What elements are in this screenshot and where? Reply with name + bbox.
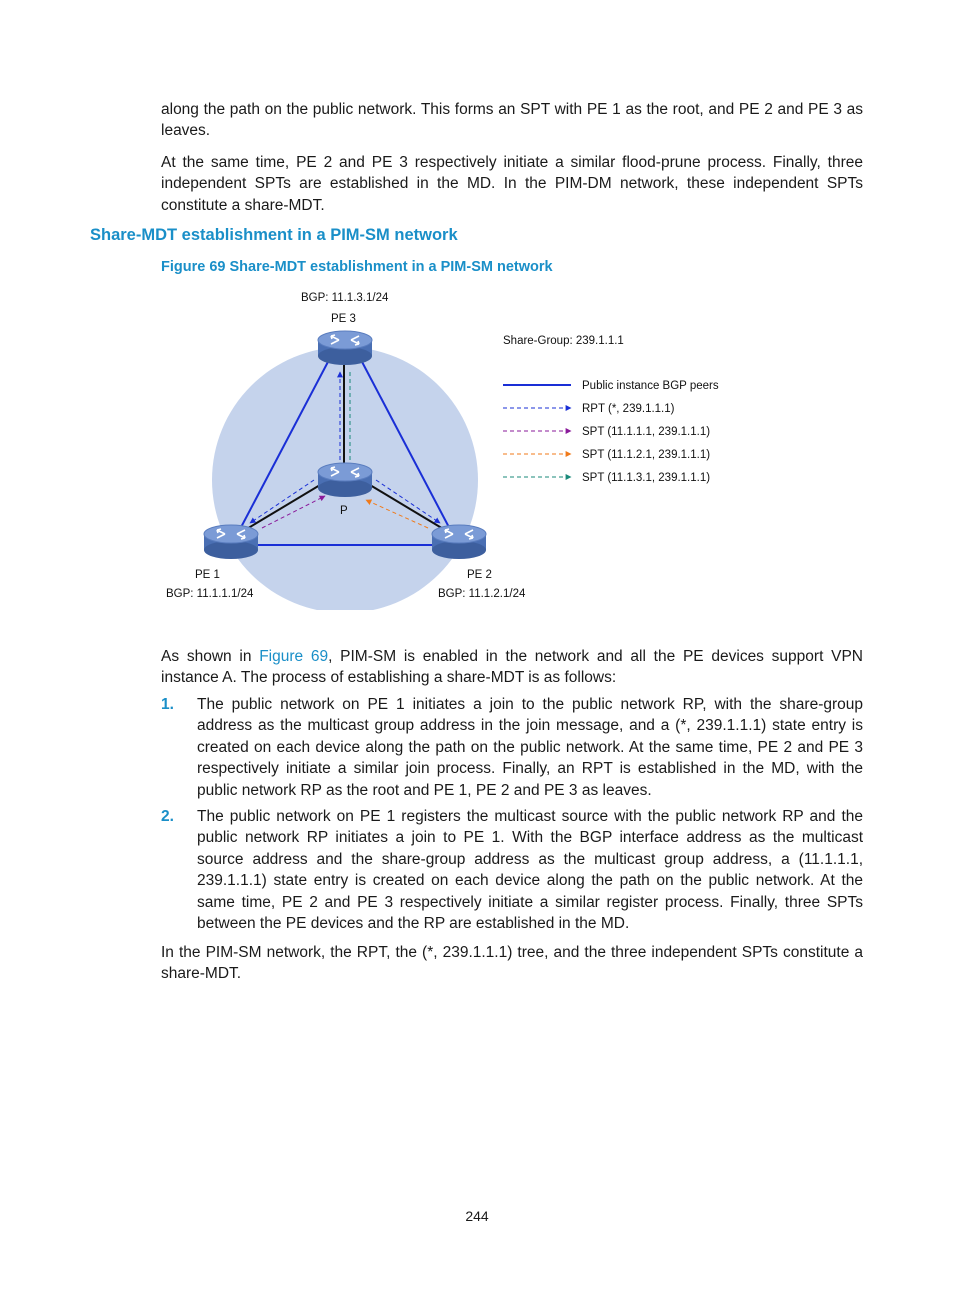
legend-label-rpt: RPT (*, 239.1.1.1) — [582, 403, 675, 415]
paragraph-flood-prune: At the same time, PE 2 and PE 3 respectively initiate a similar flood-prune process. Finally, three independent SPTs are established in the MD. In the PIM-DM network, these independent SPTs constitute a share-MDT. — [161, 154, 863, 214]
figure-69-link[interactable]: Figure 69 — [259, 648, 329, 665]
closing-paragraph: In the PIM-SM network, the RPT, the (*, 239.1.1.1) tree, and the three independent SPTs constitute a share-MDT. — [161, 944, 863, 983]
legend-label-spt2: SPT (11.1.2.1, 239.1.1.1) — [582, 449, 711, 461]
router-pe3-icon — [318, 331, 372, 365]
pe2-bgp-label: BGP: 11.1.2.1/24 — [438, 588, 526, 600]
intro-paragraph — [161, 646, 863, 689]
legend-label-bgp: Public instance BGP peers — [582, 380, 719, 392]
step-text: The public network on PE 1 initiates a join to the public network RP, with the share-group address as the multicast group address in the join message, and a (*, 239.1.1.1) state entry is created on each device along the path on the public network. At the same time, PE 2 and PE 3 respectively initiate a similar join process. Finally, an RPT is established in the MD, with the public network RP as the root and PE 1, PE 2 and PE 3 as leaves. — [197, 696, 863, 799]
step-number: 1. — [161, 696, 174, 713]
router-pe2-icon — [432, 525, 486, 559]
figure-caption: Figure 69 Share-MDT establishment in a PIM-SM network — [161, 259, 553, 275]
p-label: P — [340, 505, 348, 517]
section-heading: Share-MDT establishment in a PIM-SM network — [90, 226, 458, 244]
share-mdt-diagram — [150, 280, 790, 610]
pe3-bgp-label: BGP: 11.1.3.1/24 — [301, 292, 389, 304]
pe2-label: PE 2 — [467, 569, 492, 581]
legend-label-spt3: SPT (11.1.3.1, 239.1.1.1) — [582, 472, 711, 484]
pe1-label: PE 1 — [195, 569, 220, 581]
pe1-bgp-label: BGP: 11.1.1.1/24 — [166, 588, 254, 600]
step-number: 2. — [161, 808, 174, 825]
intro-before: As shown in — [161, 648, 260, 665]
page-number: 244 — [465, 1208, 489, 1224]
share-group-label: Share-Group: 239.1.1.1 — [503, 335, 624, 347]
paragraph-continuation: along the path on the public network. This forms an SPT with PE 1 as the root, and PE 2 and PE 3 as leaves. — [161, 101, 863, 140]
legend-label-spt1: SPT (11.1.1.1, 239.1.1.1) — [582, 426, 711, 438]
router-p-icon — [318, 463, 372, 497]
legend — [503, 380, 719, 484]
pe3-label: PE 3 — [331, 313, 356, 325]
step-text: The public network on PE 1 registers the multicast source with the public network RP and the public network RP initiates a join to PE 1. With the BGP interface address as the multicast source address and the share-group address as the multicast group address, a (11.1.1.1, 239.1.1.1) state entry is created on each device along the path on the public network. At the same time, PE 2 and PE 3 respectively initiate a similar register process. Finally, three SPTs between the PE devices and the RP are established in the MD. — [197, 808, 863, 933]
intro-after: , PIM-SM is enabled in the network and all the PE devices support VPN instance A. The process of establishing a share-MDT is as follows: — [161, 648, 863, 687]
router-pe1-icon — [204, 525, 258, 559]
